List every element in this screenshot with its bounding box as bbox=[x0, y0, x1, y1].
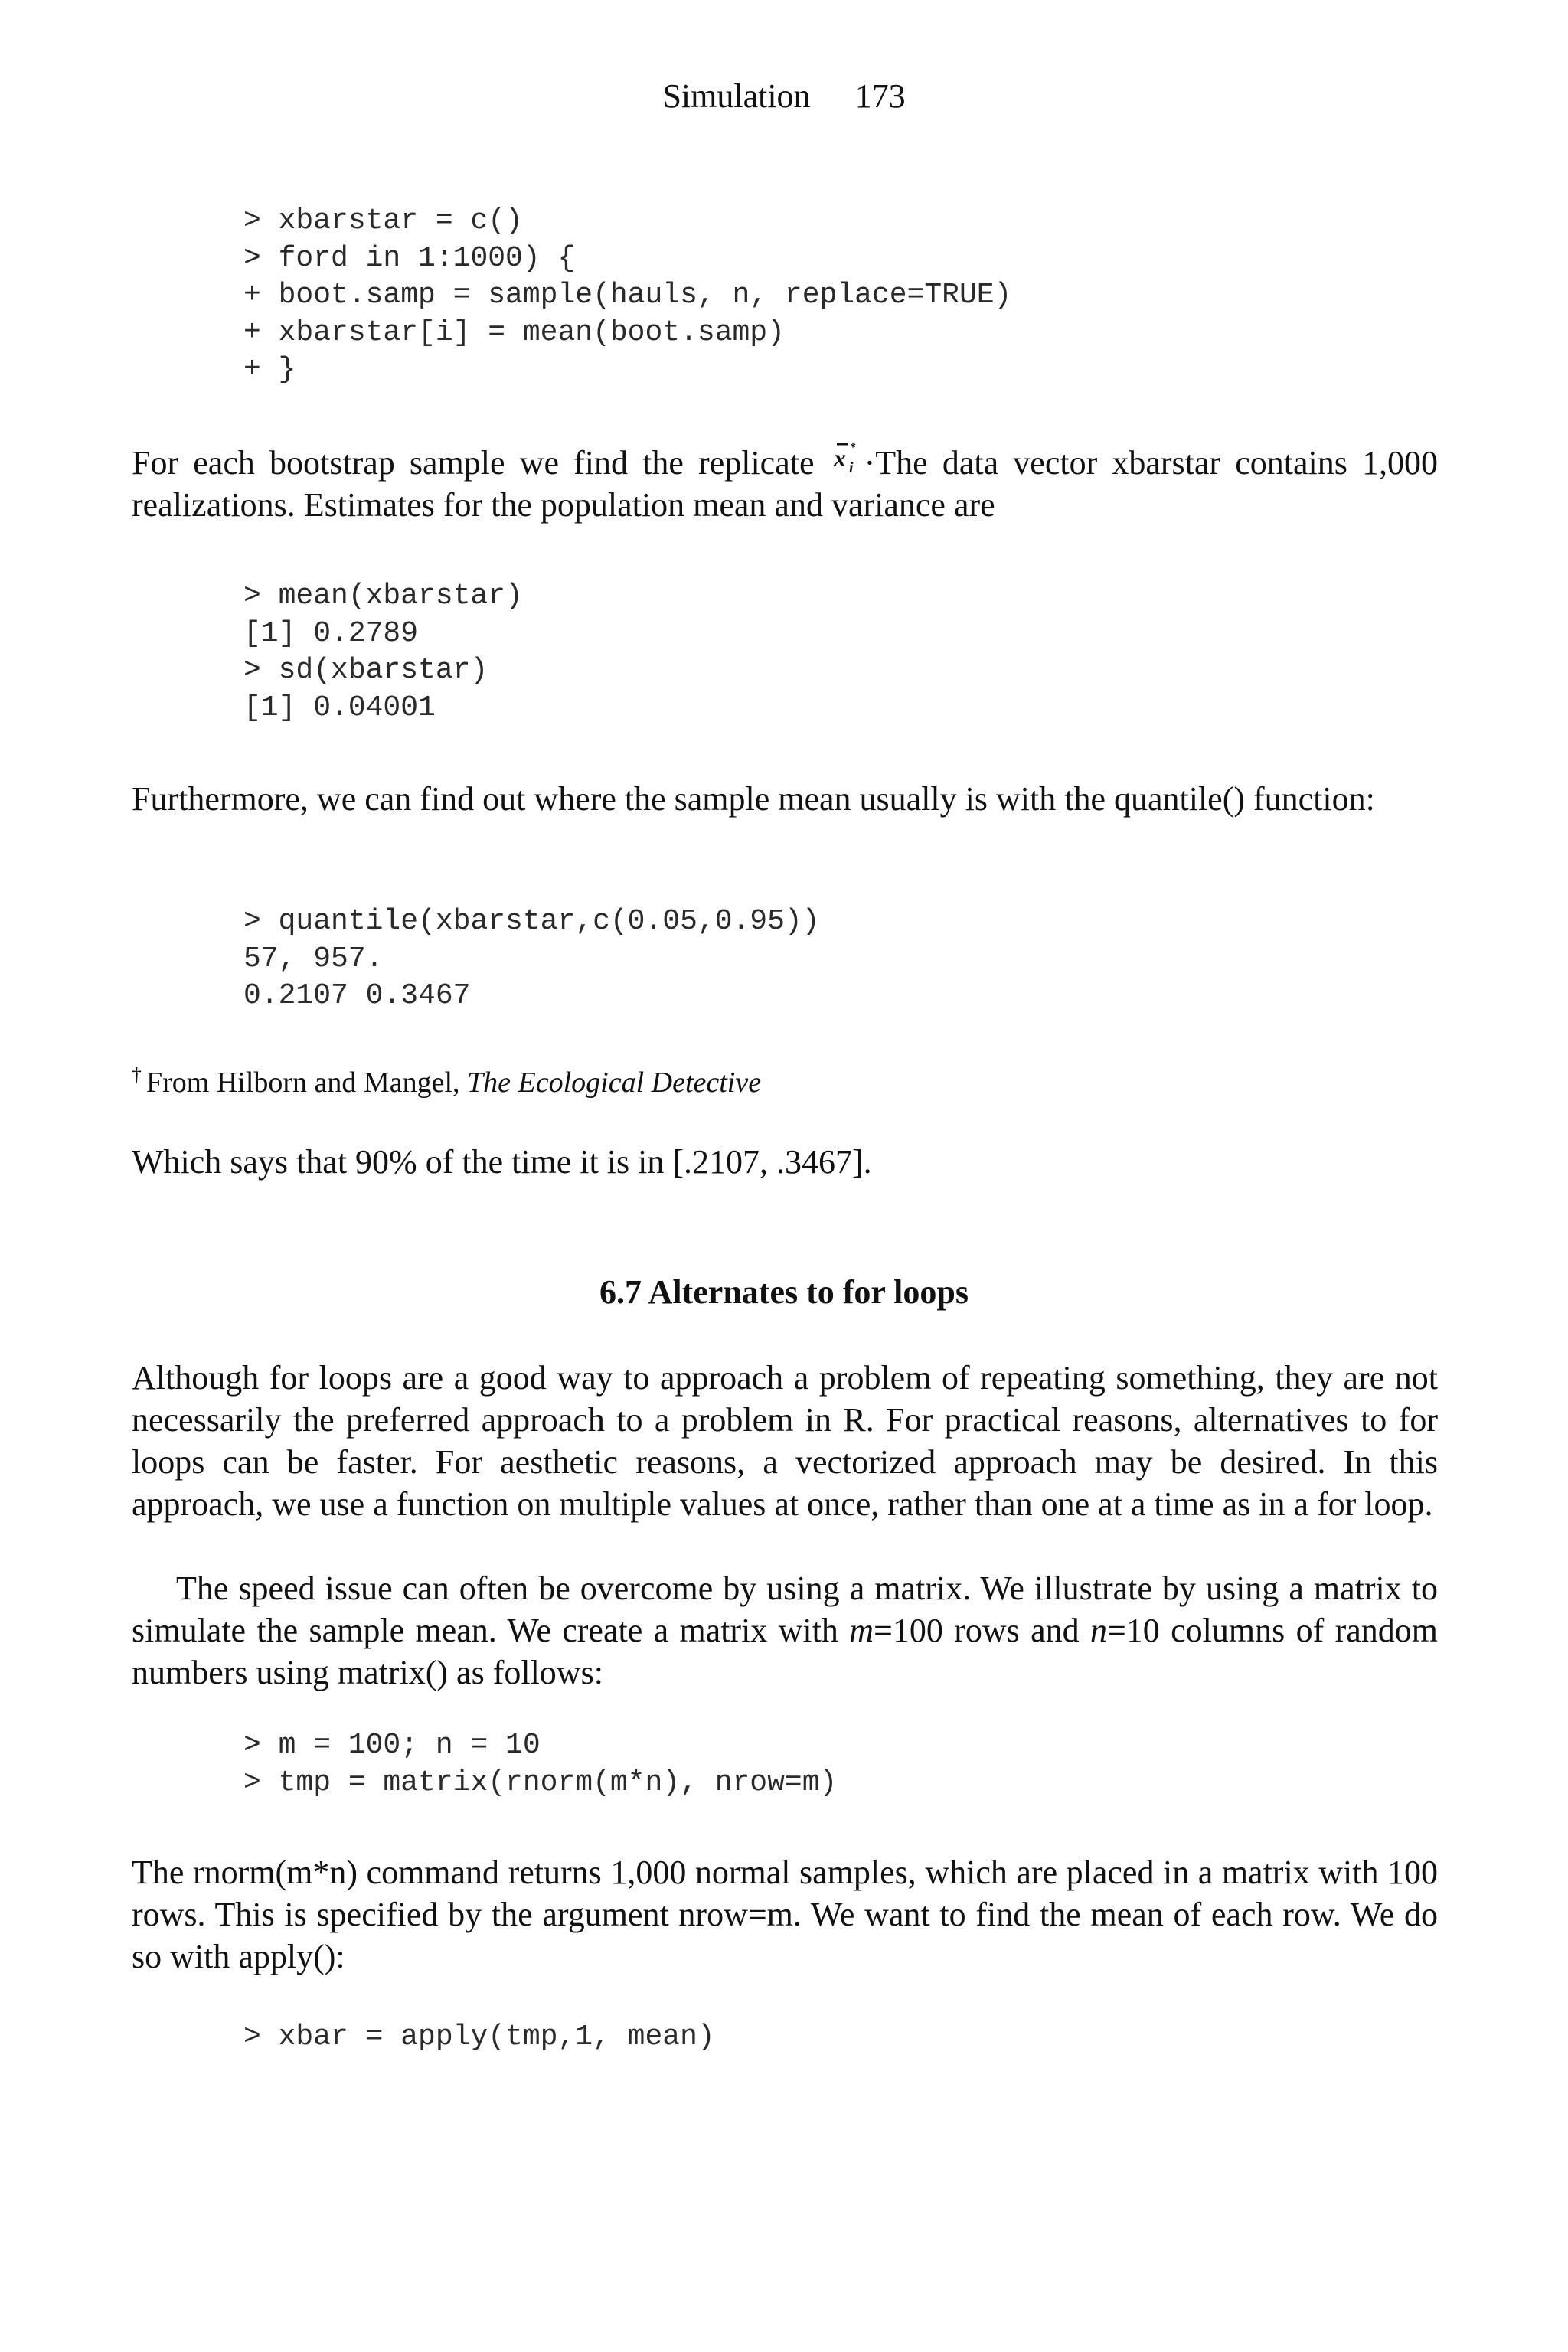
variable-n: n bbox=[1089, 1612, 1107, 1649]
running-header bbox=[0, 75, 1568, 118]
svg-text:x: x bbox=[833, 444, 846, 472]
paragraph-text: The speed issue can often be overcome by using a matrix. We illustrate by using a matrix to simulate the sample mean. We create a matrix with bbox=[132, 1570, 1438, 1649]
code-block-apply bbox=[243, 2019, 715, 2056]
paragraph-text: =10 columns of random numbers using matrix() as follows: bbox=[132, 1612, 1439, 1691]
code-line: > sd(xbarstar) bbox=[243, 654, 488, 687]
code-line: [1] 0.04001 bbox=[243, 691, 436, 724]
code-line: > xbar = apply(tmp,1, mean) bbox=[243, 2020, 715, 2053]
paragraph-text: For each bootstrap sample we find the replicate bbox=[132, 444, 815, 482]
footnote bbox=[132, 1057, 1438, 1101]
code-line: > quantile(xbarstar,c(0.05,0.95)) bbox=[243, 905, 820, 938]
running-title: Simulation bbox=[662, 77, 811, 115]
code-block-matrix bbox=[243, 1727, 837, 1802]
footnote-mark: † bbox=[132, 1063, 142, 1086]
paragraph-rnorm-explanation: The rnorm(m*n) command returns 1,000 normal samples, which are placed in a matrix with 100 rows. This is specified by the argument nrow=m. We want to find the mean of each row. We do so with apply(): bbox=[132, 1854, 1438, 1975]
paragraph-quantile-result: Which says that 90% of the time it is in [.2107, .3467]. bbox=[132, 1143, 872, 1181]
svg-text:*: * bbox=[849, 441, 856, 454]
svg-text:i: i bbox=[848, 459, 854, 475]
code-line: 0.2107 0.3467 bbox=[243, 979, 471, 1012]
code-line: > xbarstar = c() bbox=[243, 204, 523, 237]
code-block-quantile bbox=[243, 903, 820, 1015]
code-block-bootstrap-loop bbox=[243, 203, 1011, 389]
code-line: + boot.samp = sample(hauls, n, replace=TRUE) bbox=[243, 279, 1012, 312]
code-line: > ford in 1:1000) { bbox=[243, 241, 576, 275]
paragraph-matrix-speed bbox=[132, 1567, 1438, 1694]
paragraph-text: =100 rows and bbox=[874, 1612, 1080, 1649]
section-heading: 6.7 Alternates to for loops bbox=[599, 1273, 969, 1311]
paragraph-quantile-intro: Furthermore, we can find out where the sample mean usually is with the quantile() function: bbox=[132, 780, 1375, 818]
variable-m: m bbox=[849, 1612, 874, 1649]
code-line: > mean(xbarstar) bbox=[243, 580, 523, 612]
page-number: 173 bbox=[854, 77, 906, 115]
paragraph-text: ·The data vector xbarstar contains 1,000 realizations. Estimates for the population mean and variance are bbox=[132, 444, 1439, 524]
paragraph-for-loop-alternatives: Although for loops are a good way to approach a problem of repeating something, they are not necessarily the preferred approach to a problem in R. For practical reasons, alternatives to for loops can be faster. For aesthetic reasons, a vectorized approach may be desired. In this approach, we use a function on multiple values at once, rather than one at a time as in a for loop. bbox=[132, 1359, 1438, 1523]
x-bar-star-i-symbol bbox=[829, 440, 864, 475]
code-line: 57, 957. bbox=[243, 942, 384, 975]
code-line: + } bbox=[243, 353, 296, 386]
code-line: [1] 0.2789 bbox=[243, 616, 419, 650]
footnote-text: From Hilborn and Mangel, bbox=[146, 1067, 460, 1099]
code-line: + xbarstar[i] = mean(boot.samp) bbox=[243, 315, 785, 349]
footnote-book-title: The Ecological Detective bbox=[467, 1067, 762, 1099]
code-line: > tmp = matrix(rnorm(m*n), nrow=m) bbox=[243, 1766, 838, 1799]
code-block-mean-sd bbox=[243, 578, 523, 727]
code-line: > m = 100; n = 10 bbox=[243, 1729, 541, 1762]
paragraph-bootstrap-replicate bbox=[132, 440, 1438, 526]
